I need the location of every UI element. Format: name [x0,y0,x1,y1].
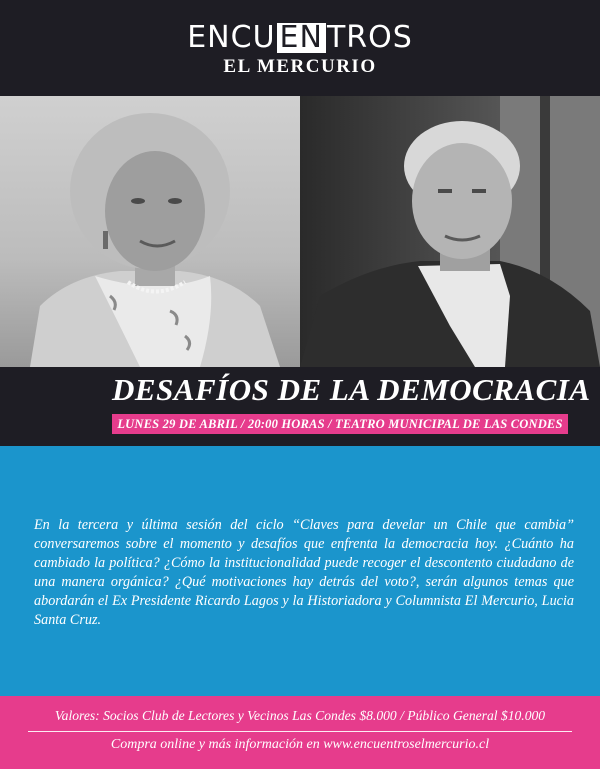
logo-boxed-letters: EN [277,23,326,53]
woman-portrait [0,96,300,367]
man-portrait-drawing [300,96,600,367]
footer [0,696,600,769]
footer-divider [28,731,572,732]
logo-prefix: ENCU [187,20,276,55]
woman-portrait-drawing [0,96,300,367]
encuentros-logo [187,22,413,54]
portraits [0,96,600,367]
logo-subtitle: EL MERCURIO [223,56,377,77]
header [0,0,600,96]
event-date-bar: LUNES 29 DE ABRIL / 20:00 HORAS / TEATRO MUNICIPAL DE LAS CONDES [112,414,568,434]
event-description: En la tercera y última sesión del ciclo “Claves para develar un Chile que cambia” conversaremos sobre el momento y desafíos que enfrenta la democracia hoy. ¿Cuánto ha cambiado la política? ¿Cómo la institucionalidad puede recoger el descontento ciudadano de una manera orgánica? ¿Qué motivaciones hay detrás del voto?, serán algunos temas que abordarán el Ex Presidente Ricardo Lagos y la Historiadora y Columnista El Mercurio, Lucia Santa Cruz. [34,517,574,628]
logo-suffix: TROS [326,20,413,55]
prices-text: Valores: Socios Club de Lectores y Vecinos Las Condes $8.000 / Público General $10.000 [54,708,546,723]
event-title: DESAFÍOS DE LA DEMOCRACIA [112,372,591,407]
man-portrait [300,96,600,367]
online-info-text: Compra online y más información en www.encuentroselmercurio.cl [110,737,490,752]
